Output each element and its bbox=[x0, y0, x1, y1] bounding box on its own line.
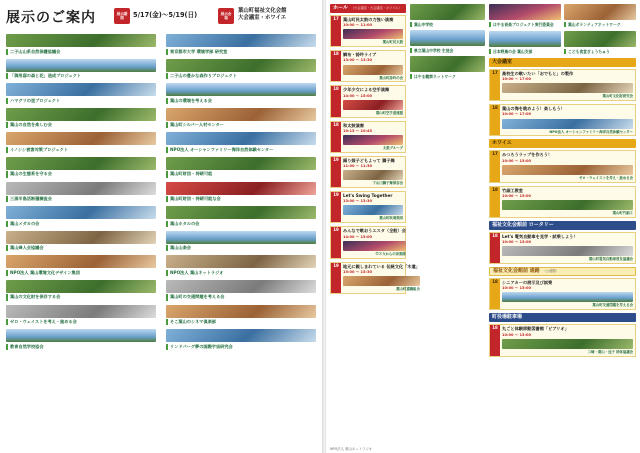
exhibit-title: 「御用邸の森と花」造成プロジェクト bbox=[6, 73, 156, 79]
program-time: 14:00 ～ 15:00 bbox=[343, 234, 372, 239]
program-time: 10:00 ～ 11:00 bbox=[343, 23, 372, 28]
program-card bbox=[330, 50, 406, 82]
exhibit-photo bbox=[6, 108, 156, 121]
exhibit-title: 葉山町財団 - 持続可能な会 bbox=[166, 196, 316, 202]
program-photo bbox=[502, 246, 633, 256]
exhibit-title: 二子山山系自然保護協議会 bbox=[6, 49, 156, 55]
program-organizer: NPO法人 オーシャンファミリー海洋自然体験センター bbox=[549, 129, 633, 134]
program-date: 18 bbox=[331, 122, 341, 152]
program-photo bbox=[502, 83, 633, 93]
exhibit-photo bbox=[6, 34, 156, 47]
program-title: 少年少女による空手演舞 bbox=[343, 87, 390, 93]
program-organizer: 葉山町空手道連盟 bbox=[375, 110, 403, 115]
program-card bbox=[330, 85, 406, 117]
exhibit-photo bbox=[166, 108, 316, 121]
exhibit-entry bbox=[6, 206, 156, 227]
exhibit-entry bbox=[166, 34, 316, 55]
exhibit-entry bbox=[489, 4, 561, 28]
exhibit-entry bbox=[166, 182, 316, 203]
front-street-header bbox=[489, 267, 636, 276]
program-organizer: 葉山町詩吟の会 bbox=[379, 75, 403, 80]
front-street-program bbox=[489, 278, 636, 310]
program-organizer: 葉山町交通問題を考える会 bbox=[592, 303, 633, 308]
program-date: 18 bbox=[331, 86, 341, 116]
exhibit-title: NPO法人 葉山ネットラジオ bbox=[166, 270, 316, 276]
big-room-programs bbox=[489, 69, 636, 136]
program-photo bbox=[343, 205, 403, 215]
program-title: 葉山の海を眺めよう！楽しもう！ bbox=[502, 106, 565, 112]
program-body bbox=[341, 192, 405, 222]
exhibit-entry bbox=[6, 34, 156, 55]
exhibit-entry bbox=[6, 108, 156, 129]
venue-value bbox=[238, 8, 287, 23]
exhibit-entry bbox=[6, 280, 156, 301]
rotary-label: 福祉文化会館前 ロータリー bbox=[492, 221, 554, 228]
exhibit-photo bbox=[166, 206, 316, 219]
program-photo bbox=[343, 135, 403, 145]
program-time: 13:00 ～ 13:30 bbox=[343, 199, 372, 204]
program-time: 10:00 ～ 15:00 bbox=[502, 286, 531, 291]
exhibit-title: はやま音楽プロジェクト実行委員会 bbox=[489, 22, 561, 28]
exhibit-title: NPO法人 オーシャンファミリー海洋自然体験センター bbox=[166, 147, 316, 153]
exhibit-entry bbox=[410, 56, 485, 79]
hall-label: ホール bbox=[333, 4, 348, 11]
program-card bbox=[489, 186, 636, 218]
exhibit-title: 葉山中学校 bbox=[410, 22, 485, 28]
exhibit-title: 日本野鳥の会 葉山支部 bbox=[489, 49, 561, 55]
footer-tag: NPO法人 葉山ネットラジオ bbox=[330, 447, 373, 452]
exhibit-entry bbox=[564, 4, 636, 28]
exhibit-entry bbox=[6, 157, 156, 178]
program-body bbox=[500, 233, 635, 263]
exhibit-photo bbox=[166, 280, 316, 293]
exhibit-entry bbox=[166, 305, 316, 326]
program-date: 18 bbox=[490, 279, 500, 309]
program-card bbox=[489, 278, 636, 310]
exhibit-title: ハマグリの里プロジェクト bbox=[6, 98, 156, 104]
program-title: みんなで歌おうエスタ（全般）会 bbox=[343, 228, 406, 234]
program-time: 10:15 ～ 10:45 bbox=[343, 128, 372, 133]
exhibit-title: 葉山メダカの会 bbox=[6, 221, 156, 227]
rotary-header bbox=[489, 221, 636, 230]
program-time: 11:00 ～ 11:30 bbox=[343, 164, 372, 169]
exhibit-photo bbox=[166, 34, 316, 47]
exhibit-photo bbox=[166, 83, 316, 96]
program-card bbox=[330, 262, 420, 294]
program-title: 和太鼓演奏 bbox=[343, 122, 364, 128]
program-organizer: 太鼓グループ bbox=[382, 146, 403, 150]
parking-label: 町役場駐車場 bbox=[492, 314, 523, 321]
program-body bbox=[500, 279, 635, 309]
exhibit-title: 葉山の自然を楽しむ会 bbox=[6, 122, 156, 128]
exhibit-entry bbox=[166, 132, 316, 153]
exhibit-title: 葉山山楽会 bbox=[166, 245, 316, 251]
exhibit-entry bbox=[6, 132, 156, 153]
program-card bbox=[489, 232, 636, 264]
program-organizer: ゼロ・ウェイストを考え・進める会 bbox=[578, 175, 633, 180]
program-card bbox=[330, 121, 406, 153]
program-card bbox=[330, 15, 406, 47]
program-time: 13:00 ～ 13:30 bbox=[343, 58, 372, 63]
exhibit-entry bbox=[410, 30, 485, 53]
exhibit-photo bbox=[166, 329, 316, 342]
exhibit-entry bbox=[6, 59, 156, 80]
exhibit-photo bbox=[166, 231, 316, 244]
exhibit-photo bbox=[6, 255, 156, 268]
program-photo bbox=[502, 119, 633, 129]
program-time: 10:00 ～ 15:00 bbox=[502, 240, 531, 245]
venue-badge: 展示会場 bbox=[218, 8, 234, 24]
hall-note: （小会議室・大会議室・ホワイエ） bbox=[350, 6, 402, 11]
exhibit-entry bbox=[166, 108, 316, 129]
foyer-programs bbox=[489, 150, 636, 217]
program-body bbox=[500, 70, 635, 100]
program-organizer: 葉山町民太鼓 bbox=[382, 40, 403, 45]
program-photo bbox=[502, 200, 633, 210]
date-badge: 展示期間 bbox=[114, 8, 130, 24]
program-date: 18 bbox=[490, 187, 500, 217]
hall-column bbox=[330, 4, 420, 449]
exhibit-title: NPO法人 葉山環境文化デザイン集団 bbox=[6, 270, 156, 276]
exhibit-photo bbox=[6, 329, 156, 342]
exhibit-photo bbox=[564, 4, 636, 20]
program-card bbox=[489, 104, 636, 136]
program-body bbox=[500, 151, 635, 181]
exhibit-column-1 bbox=[6, 34, 156, 448]
exhibit-title: そこ葉山のシネマ倶楽部 bbox=[166, 319, 316, 325]
exhibit-photo bbox=[489, 31, 561, 47]
program-title: みつろうラップを作ろう！ bbox=[502, 152, 553, 158]
program-body bbox=[500, 187, 635, 217]
foyer-header bbox=[489, 139, 636, 148]
exhibit-photo bbox=[166, 255, 316, 268]
exhibit-title: ゼロ・ウェイストを考え・進める会 bbox=[6, 319, 156, 325]
exhibit-entry bbox=[166, 280, 316, 301]
program-date: 19 bbox=[331, 227, 341, 257]
program-body bbox=[341, 16, 405, 46]
big-room-header bbox=[489, 58, 636, 67]
exhibit-title: 葉山の文化財を保存する会 bbox=[6, 294, 156, 300]
program-title: シニアカーの展示及び試乗 bbox=[502, 280, 553, 286]
program-date: 18 bbox=[490, 233, 500, 263]
exhibit-photo bbox=[6, 157, 156, 170]
program-date: 18 bbox=[490, 105, 500, 135]
program-title: 踊り嫁子どもよって 獅子舞 bbox=[343, 157, 395, 163]
exhibit-photo bbox=[6, 182, 156, 195]
big-room-label: 大会議室 bbox=[492, 58, 513, 65]
top-right-exhibits bbox=[489, 4, 636, 58]
program-time: 10:00 ～ 15:00 bbox=[502, 332, 531, 337]
program-photo bbox=[502, 165, 633, 175]
right-column bbox=[489, 4, 636, 449]
exhibit-entry bbox=[166, 255, 316, 276]
exhibit-title: 二子山の豊かな森作りプロジェクト bbox=[166, 73, 316, 79]
venue-line-2: 大会議室・ホワイエ bbox=[238, 15, 287, 22]
exhibit-entry bbox=[410, 4, 485, 27]
exhibit-photo bbox=[6, 59, 156, 72]
front-street-note: （公道側） bbox=[542, 269, 559, 274]
exhibit-photo bbox=[166, 59, 316, 72]
foyer-label: ホワイエ bbox=[492, 140, 512, 147]
exhibit-title: こども食堂ぎょうちゅう bbox=[564, 49, 636, 55]
program-card bbox=[330, 226, 406, 258]
program-body bbox=[341, 51, 405, 81]
exhibit-photo bbox=[410, 30, 485, 46]
exhibit-photo bbox=[166, 182, 316, 195]
exhibit-title: 教育自然学校協会 bbox=[6, 344, 156, 350]
exhibit-title: 東京都市大学 環境学部 研究室 bbox=[166, 49, 316, 55]
exhibit-title: リンドバーグ夢の国際宇宙研究会 bbox=[166, 344, 316, 350]
program-card bbox=[489, 69, 636, 101]
program-date: 19 bbox=[331, 192, 341, 222]
program-title: Let's Swing Together bbox=[343, 193, 393, 199]
exhibit-title: 葉山町シルバー人材センター bbox=[166, 122, 316, 128]
exhibit-photo bbox=[6, 83, 156, 96]
program-organizer: 葉山町文化財研究会 bbox=[602, 94, 633, 99]
program-photo bbox=[343, 100, 403, 110]
right-page bbox=[326, 0, 640, 453]
exhibit-photo bbox=[410, 4, 485, 20]
program-title: 葉山町民太鼓の力強い演奏 bbox=[343, 17, 394, 22]
exhibit-entry bbox=[6, 83, 156, 104]
parking-program bbox=[489, 324, 636, 356]
exhibit-entry bbox=[6, 182, 156, 203]
exhibit-photo bbox=[6, 305, 156, 318]
exhibit-entry bbox=[166, 329, 316, 350]
exhibit-title: 葉山町財団 - 持続可能 bbox=[166, 171, 316, 177]
program-organizer: 葉山町鳶職組合 bbox=[396, 286, 420, 291]
exhibit-columns bbox=[6, 34, 318, 448]
exhibit-photo bbox=[166, 305, 316, 318]
program-date: 19 bbox=[331, 157, 341, 187]
exhibit-entry bbox=[6, 231, 156, 252]
program-title: 丸ごと体験移動図書館「ビブリオ」 bbox=[502, 326, 569, 332]
exhibit-photo bbox=[166, 132, 316, 145]
exhibit-entry bbox=[564, 31, 636, 55]
program-time: 15:00 ～ 15:30 bbox=[343, 269, 372, 274]
exhibit-title: 葉山婦人会協議会 bbox=[6, 245, 156, 251]
program-photo bbox=[343, 29, 403, 39]
front-street-label: 福祉文化会館前 通路 bbox=[493, 268, 540, 275]
program-body bbox=[341, 122, 405, 152]
program-card bbox=[489, 150, 636, 182]
program-title: 竹細工教室 bbox=[502, 187, 523, 193]
exhibit-entry bbox=[166, 83, 316, 104]
exhibit-title: イノシシ被害対策プロジェクト bbox=[6, 147, 156, 153]
program-date: 19 bbox=[331, 263, 341, 293]
program-photo bbox=[502, 292, 633, 302]
exhibit-title: 県立葉山中学校 生徒会 bbox=[410, 48, 485, 54]
program-photo bbox=[343, 241, 406, 251]
program-time: 14:00 ～ 15:00 bbox=[343, 93, 372, 98]
hall-programs bbox=[330, 15, 420, 294]
exhibit-entry bbox=[489, 31, 561, 55]
exhibit-title: 葉山ホタルの会 bbox=[166, 221, 316, 227]
program-body bbox=[341, 157, 405, 187]
program-photo bbox=[343, 170, 403, 180]
exhibit-entry bbox=[6, 329, 156, 350]
exhibit-photo bbox=[6, 280, 156, 293]
exhibit-photo bbox=[564, 31, 636, 47]
program-organizer: 葉山町竹細工 bbox=[612, 211, 633, 215]
hall-header bbox=[330, 4, 406, 13]
exhibit-entry bbox=[166, 59, 316, 80]
exhibit-photo bbox=[6, 231, 156, 244]
venue-line-1: 葉山町福祉文化会館 bbox=[238, 8, 287, 14]
program-organizer: 葉山町吹奏楽団 bbox=[379, 216, 403, 221]
exhibit-photo bbox=[6, 132, 156, 145]
program-photo bbox=[502, 339, 633, 349]
program-body bbox=[341, 227, 408, 257]
exhibit-entry bbox=[6, 305, 156, 326]
page-title: 展示のご案内 bbox=[6, 10, 96, 26]
parking-header bbox=[489, 313, 636, 322]
program-date: 18 bbox=[490, 325, 500, 355]
exhibit-column-2 bbox=[166, 34, 316, 448]
program-organizer: 三崎・葉山・逗子 団体協議会 bbox=[587, 349, 633, 354]
program-title: 高校生の歌いたい「おでもと」の製作 bbox=[502, 71, 574, 76]
exhibit-photo bbox=[410, 56, 485, 72]
program-organizer: 葉山町電気自動車普及協議会 bbox=[588, 257, 633, 262]
exhibit-title: 葉山町の交通問題を考える会 bbox=[166, 294, 316, 300]
exhibit-entry bbox=[166, 157, 316, 178]
exhibit-title: 葉山の生態系を守る会 bbox=[6, 171, 156, 177]
program-time: 10:00 ～ 17:00 bbox=[502, 112, 531, 117]
program-organizer: 下山口獅子舞保存会 bbox=[372, 181, 403, 186]
program-photo bbox=[343, 276, 420, 286]
exhibit-photo bbox=[6, 206, 156, 219]
program-title: 地元に親しまれている 伝統文化「木遣」 bbox=[343, 263, 420, 269]
rotary-program bbox=[489, 232, 636, 264]
program-time: 10:00 ～ 17:00 bbox=[502, 77, 531, 82]
program-body bbox=[341, 86, 405, 116]
middle-column bbox=[410, 4, 485, 449]
exhibit-photo bbox=[166, 157, 316, 170]
exhibit-title: 三浦半島活断層調査会 bbox=[6, 196, 156, 202]
exhibit-entry bbox=[166, 206, 316, 227]
program-date: 17 bbox=[331, 16, 341, 46]
program-card bbox=[330, 156, 406, 188]
program-organizer: ＯＳＡからの音楽隊 bbox=[375, 251, 406, 256]
exhibit-entry bbox=[6, 255, 156, 276]
program-title: Let's 電気自動車を見学・試乗しよう！ bbox=[502, 233, 578, 239]
exhibit-entry bbox=[166, 231, 316, 252]
exhibit-title: はやま観察ネットワーク bbox=[410, 74, 485, 80]
program-card bbox=[330, 191, 406, 223]
program-photo bbox=[343, 65, 403, 75]
program-title: 調布・詩吟ライブ bbox=[343, 52, 377, 58]
exhibit-photo bbox=[489, 4, 561, 20]
exhibit-title: 葉山ボランティアネットワーク bbox=[564, 22, 636, 28]
program-date: 17 bbox=[490, 151, 500, 181]
program-body bbox=[500, 105, 635, 135]
exhibit-title: 葉山の環境を考える会 bbox=[166, 98, 316, 104]
header bbox=[6, 6, 318, 28]
program-date: 17 bbox=[490, 70, 500, 100]
date-value: 5/17(金)～5/19(日) bbox=[133, 11, 198, 19]
program-date: 18 bbox=[331, 51, 341, 81]
program-card bbox=[489, 324, 636, 356]
program-time: 10:00 ～ 15:00 bbox=[502, 193, 531, 198]
program-time: 10:00 ～ 15:00 bbox=[502, 158, 531, 163]
program-body bbox=[500, 325, 635, 355]
